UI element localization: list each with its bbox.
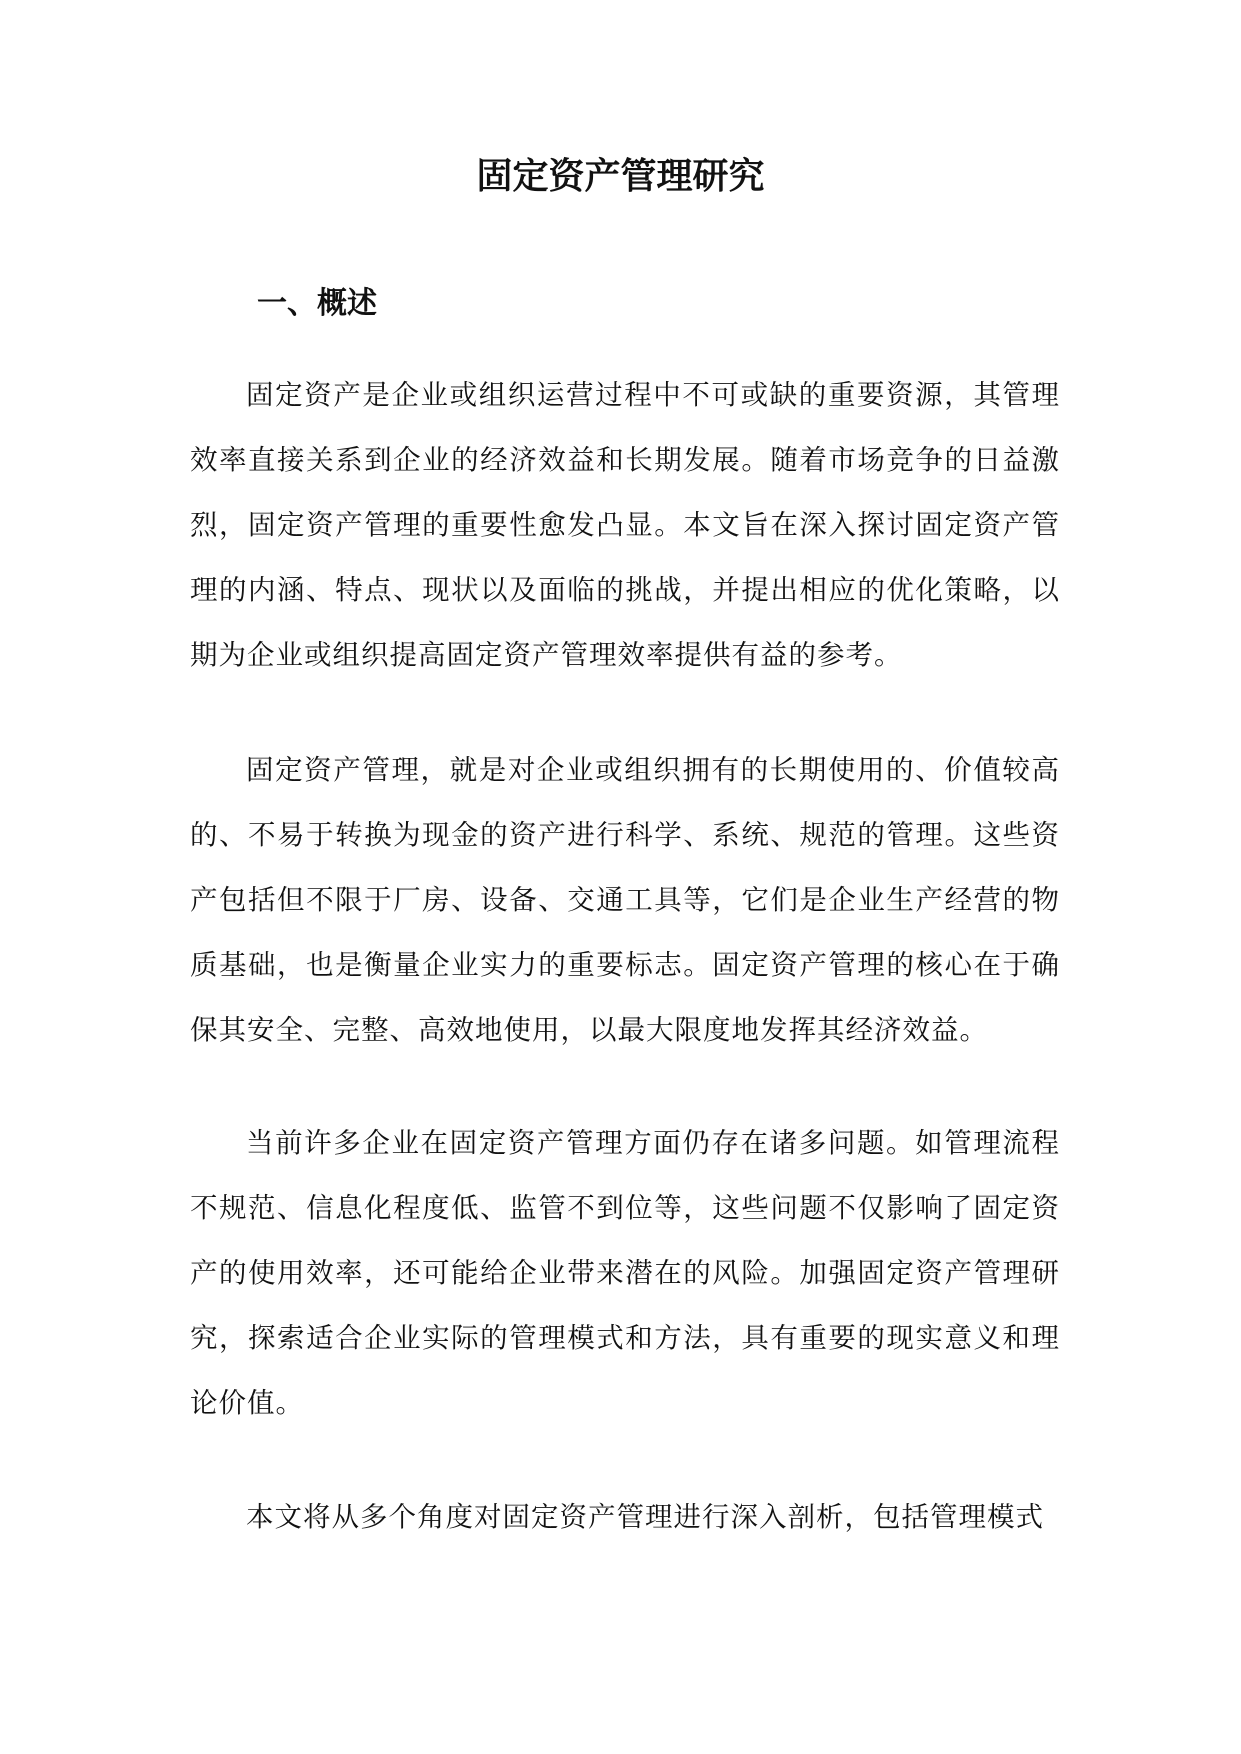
document-title: 固定资产管理研究 bbox=[476, 155, 765, 197]
body-paragraph: 固定资产是企业或组织运营过程中不可或缺的重要资源，其管理效率直接关系到企业的经济效益和长期发展。随着市场竞争的日益激烈，固定资产管理的重要性愈发凸显。本文旨在深入探讨固定资产管理的内涵、特点、现状以及面临的挑战，并提出相应的优化策略，以期为企业或组织提高固定资产管理效率提供有益的参考。 bbox=[190, 379, 1060, 671]
body-paragraph: 本文将从多个角度对固定资产管理进行深入剖析，包括管理模式 bbox=[246, 1501, 1044, 1533]
section-heading-overview: 一、概述 bbox=[257, 286, 377, 321]
body-paragraph: 当前许多企业在固定资产管理方面仍存在诸多问题。如管理流程不规范、信息化程度低、监管不到位等，这些问题不仅影响了固定资产的使用效率，还可能给企业带来潜在的风险。加强固定资产管理研究，探索适合企业实际的管理模式和方法，具有重要的现实意义和理论价值。 bbox=[190, 1127, 1060, 1419]
body-paragraph: 固定资产管理，就是对企业或组织拥有的长期使用的、价值较高的、不易于转换为现金的资产进行科学、系统、规范的管理。这些资产包括但不限于厂房、设备、交通工具等，它们是企业生产经营的物质基础，也是衡量企业实力的重要标志。固定资产管理的核心在于确保其安全、完整、高效地使用，以最大限度地发挥其经济效益。 bbox=[190, 754, 1060, 1046]
